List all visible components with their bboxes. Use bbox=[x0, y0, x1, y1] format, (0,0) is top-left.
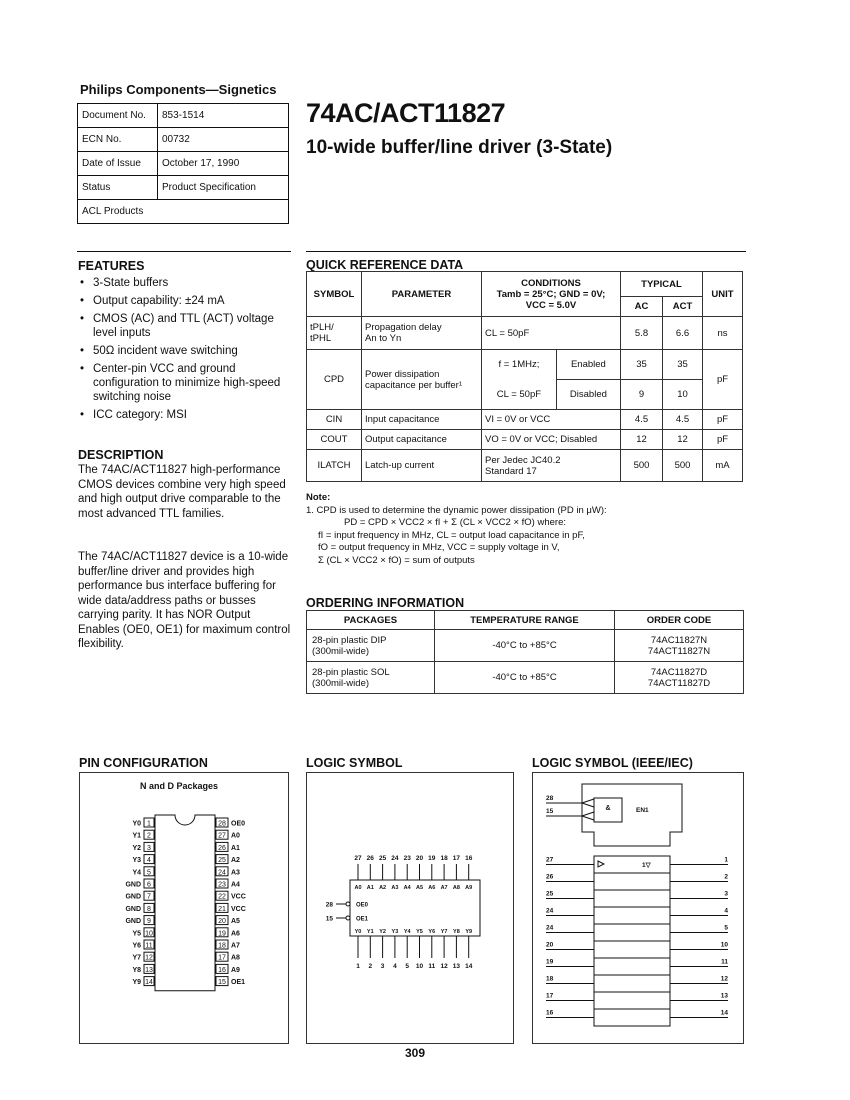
pin-name: GND bbox=[125, 905, 141, 913]
buffer-indicator bbox=[598, 861, 604, 867]
value-cell: 12 bbox=[663, 430, 703, 450]
state-cell: Disabled bbox=[556, 380, 620, 410]
param-line: Propagation delay bbox=[365, 322, 442, 333]
unit-cell: mA bbox=[703, 450, 743, 482]
pin-number: 10 bbox=[145, 930, 153, 938]
pin-number: 4 bbox=[147, 857, 151, 865]
param-cell: Input capacitance bbox=[362, 410, 482, 430]
output-pin-label: 11 bbox=[721, 958, 728, 966]
pin-name: A1 bbox=[231, 844, 240, 852]
output-pin-label: 4 bbox=[724, 907, 728, 915]
bottom-pin-label: 1 bbox=[356, 963, 360, 970]
pin-number: 8 bbox=[147, 905, 151, 913]
enable-label: OE1 bbox=[356, 916, 369, 923]
doc-row bbox=[78, 104, 289, 128]
input-pin-label: 27 bbox=[546, 856, 554, 864]
cond-cell: VI = 0V or VCC bbox=[482, 410, 621, 430]
pin-number: 6 bbox=[147, 881, 151, 889]
doc-label: ECN No. bbox=[78, 128, 158, 152]
output-label: Y1 bbox=[366, 929, 374, 935]
temp-cell: -40°C to +85°C bbox=[435, 662, 615, 694]
top-pin-label: 23 bbox=[403, 855, 411, 862]
value-cell: 4.5 bbox=[663, 410, 703, 430]
inversion-bubble bbox=[346, 902, 350, 906]
bottom-pin-label: 3 bbox=[380, 963, 385, 970]
doc-label: Document No. bbox=[78, 104, 158, 128]
code-cell bbox=[615, 662, 744, 694]
pin-name: Y2 bbox=[132, 844, 141, 852]
pin-number: 20 bbox=[218, 918, 226, 926]
input-pin-label: 19 bbox=[546, 958, 554, 966]
input-label: A6 bbox=[428, 885, 436, 891]
unit-cell: pF bbox=[703, 410, 743, 430]
col-header: PACKAGES bbox=[307, 611, 435, 630]
output-label: Y5 bbox=[416, 929, 423, 935]
pin-name: A8 bbox=[231, 954, 240, 962]
cond-line: Standard 17 bbox=[485, 465, 537, 477]
pin-name: Y4 bbox=[132, 869, 141, 877]
right-rule bbox=[306, 251, 746, 252]
pin-name: A0 bbox=[231, 832, 240, 840]
input-label: A9 bbox=[465, 885, 473, 891]
pin-number: 1 bbox=[147, 820, 151, 828]
symbol-cell: CIN bbox=[307, 410, 362, 430]
quick-reference-table bbox=[306, 271, 743, 482]
note-line: 1. CPD is used to determine the dynamic power dissipation (PD in μW): bbox=[306, 504, 607, 516]
company-name: Philips Components—Signetics bbox=[80, 82, 277, 97]
note-line: fO = output frequency in MHz, VCC = supply voltage in V, bbox=[318, 542, 560, 553]
symbol-cell: ILATCH bbox=[307, 450, 362, 482]
left-rule bbox=[77, 251, 291, 252]
bottom-pin-label: 14 bbox=[465, 963, 473, 970]
bottom-pin-label: 10 bbox=[415, 963, 424, 970]
notes-title: Note: bbox=[306, 492, 331, 503]
doc-value: October 17, 1990 bbox=[158, 152, 289, 176]
enable-pin-label: 28 bbox=[325, 901, 333, 909]
bottom-pin-label: 5 bbox=[405, 963, 410, 970]
pin-number: 25 bbox=[218, 857, 226, 865]
note-line: Σ (CL × VCC2 × fO) = sum of outputs bbox=[318, 554, 475, 566]
table-row bbox=[307, 630, 744, 662]
pin-number: 5 bbox=[147, 869, 151, 877]
output-label: Y9 bbox=[465, 929, 473, 935]
and-label: & bbox=[605, 805, 611, 812]
pin-number: 22 bbox=[218, 893, 226, 901]
pin-name: A3 bbox=[231, 869, 240, 877]
unit-cell: pF bbox=[703, 350, 743, 410]
description-paragraph: The 74AC/ACT11827 high-performance CMOS devices combine very high speed and high output drive comparable to the most advanced TTL families. bbox=[78, 464, 286, 520]
value-cell: 5.8 bbox=[621, 317, 663, 350]
doc-value: Product Specification bbox=[158, 176, 289, 200]
input-pin-label: 17 bbox=[546, 992, 554, 1000]
pin-number: 7 bbox=[147, 893, 151, 901]
symbol-cell bbox=[307, 317, 362, 350]
unit-cell: pF bbox=[703, 430, 743, 450]
note-line: fI = input frequency in MHz, CL = output load capacitance in pF, bbox=[318, 529, 585, 541]
symbol-cell: CPD bbox=[307, 350, 362, 410]
pin-number: 24 bbox=[218, 869, 226, 877]
package-line: (300mil-wide) bbox=[312, 645, 370, 657]
state-cell: Enabled bbox=[556, 350, 620, 380]
pin-number: 14 bbox=[145, 979, 153, 987]
enable-label: OE0 bbox=[356, 902, 369, 909]
output-pin-label: 2 bbox=[724, 873, 728, 881]
temp-cell: -40°C to +85°C bbox=[435, 630, 615, 662]
param-cell bbox=[362, 317, 482, 350]
control-pin-label: 15 bbox=[546, 808, 554, 815]
code-cell bbox=[615, 630, 744, 662]
pin-number: 21 bbox=[218, 905, 226, 913]
package-line: 28-pin plastic DIP bbox=[312, 634, 387, 646]
pin-config-title: PIN CONFIGURATION bbox=[79, 756, 208, 770]
package-line: 28-pin plastic SOL bbox=[312, 666, 390, 678]
input-pin-label: 20 bbox=[546, 941, 554, 949]
pin-name: Y1 bbox=[132, 832, 141, 840]
col-header: SYMBOL bbox=[307, 272, 362, 317]
pin-name: Y5 bbox=[132, 930, 141, 938]
pin-name: Y0 bbox=[132, 820, 141, 828]
output-pin-label: 14 bbox=[720, 1009, 728, 1017]
output-pin-label: 10 bbox=[720, 941, 728, 949]
notes-block bbox=[306, 492, 746, 567]
cond-cell: CL = 50pF bbox=[482, 317, 621, 350]
top-pin-label: 25 bbox=[378, 855, 387, 862]
doc-value: 00732 bbox=[158, 128, 289, 152]
col-header: ORDER CODE bbox=[615, 611, 744, 630]
pin-number: 18 bbox=[218, 942, 226, 950]
code-line: 74ACT11827D bbox=[647, 677, 711, 689]
output-label: Y2 bbox=[379, 929, 386, 935]
description-title: DESCRIPTION bbox=[78, 448, 164, 462]
ieee-symbol-diagram bbox=[532, 772, 744, 1044]
pin-name: OE0 bbox=[231, 820, 246, 828]
pin-diagram bbox=[79, 772, 289, 1044]
value-cell: 10 bbox=[663, 380, 703, 410]
pin-name: GND bbox=[125, 893, 141, 901]
pin-number: 27 bbox=[218, 832, 226, 840]
input-label: A4 bbox=[403, 885, 411, 891]
input-label: A7 bbox=[440, 885, 448, 891]
package-cell bbox=[307, 662, 435, 694]
features-list bbox=[78, 276, 293, 426]
symbol-line: tPLH/ bbox=[310, 322, 334, 333]
quick-ref-title: QUICK REFERENCE DATA bbox=[306, 258, 464, 272]
top-pin-label: 16 bbox=[465, 855, 473, 862]
param-line: An to Yn bbox=[365, 333, 402, 344]
list-item: • ICC category: MSI bbox=[78, 408, 293, 422]
param-cell: Latch-up current bbox=[362, 450, 482, 482]
list-item: • Output capability: ±24 mA bbox=[78, 294, 293, 308]
logic-symbol-title: LOGIC SYMBOL bbox=[306, 756, 403, 770]
code-line: 74AC11827D bbox=[650, 666, 708, 678]
pin-name: OE1 bbox=[231, 979, 246, 987]
pin-number: 28 bbox=[218, 820, 226, 828]
output-label: Y8 bbox=[453, 929, 460, 935]
note-formula: PD = CPD × VCC2 × fI + Σ (CL × VCC2 × fO) where: bbox=[344, 517, 566, 528]
doc-row bbox=[78, 128, 289, 152]
description-paragraph: The 74AC/ACT11827 device is a 10-wide buffer/line driver and provides high performance bus interface buffering for wide data/address paths or busses carrying parity. It has NOR Output Enables (OE0, OE1) for maximum control flexibility. bbox=[78, 551, 291, 650]
pin-name: A9 bbox=[231, 966, 240, 974]
doc-label: Status bbox=[78, 176, 158, 200]
pin-number: 19 bbox=[218, 930, 226, 938]
output-label: Y0 bbox=[354, 929, 362, 935]
top-pin-label: 17 bbox=[452, 855, 461, 862]
document-info-table bbox=[77, 103, 289, 224]
product-line: ACL Products bbox=[78, 200, 289, 224]
value-cell: 9 bbox=[621, 380, 663, 410]
features-title: FEATURES bbox=[78, 259, 145, 273]
input-pin-label: 26 bbox=[546, 873, 554, 881]
symbol-cell: COUT bbox=[307, 430, 362, 450]
value-cell: 12 bbox=[621, 430, 663, 450]
cond-cell bbox=[482, 450, 621, 482]
output-pin-label: 3 bbox=[724, 890, 728, 898]
code-line: 74ACT11827N bbox=[647, 645, 711, 657]
input-pin-label: 25 bbox=[546, 890, 554, 898]
pin-number: 13 bbox=[145, 966, 153, 974]
value-cell: 500 bbox=[621, 450, 663, 482]
pin-number: 2 bbox=[147, 832, 151, 840]
value-cell: 4.5 bbox=[621, 410, 663, 430]
symbol-line: tPHL bbox=[310, 333, 332, 344]
col-header: TYPICAL bbox=[621, 272, 703, 297]
code-line: 74AC11827N bbox=[650, 634, 708, 646]
top-pin-label: 19 bbox=[428, 855, 436, 862]
cond-line: Tamb = 25°C; GND = 0V; bbox=[496, 288, 606, 300]
top-pin-label: 27 bbox=[354, 855, 362, 862]
pin-number: 17 bbox=[218, 954, 226, 962]
top-pin-label: 24 bbox=[391, 855, 399, 862]
pin-name: A7 bbox=[231, 942, 240, 950]
input-label: A1 bbox=[366, 885, 374, 891]
bottom-pin-label: 12 bbox=[440, 963, 448, 970]
pin-number: 11 bbox=[145, 942, 153, 950]
pin-name: GND bbox=[125, 881, 141, 889]
output-label: Y3 bbox=[391, 929, 399, 935]
package-outline bbox=[155, 815, 215, 991]
pin-name: VCC bbox=[231, 905, 246, 913]
value-cell: 35 bbox=[621, 350, 663, 380]
param-cell: Output capacitance bbox=[362, 430, 482, 450]
doc-label: Date of Issue bbox=[78, 152, 158, 176]
pin-number: 12 bbox=[145, 954, 153, 962]
list-item: • 50Ω incident wave switching bbox=[78, 344, 293, 358]
output-pin-label: 12 bbox=[720, 975, 728, 983]
col-header: CONDITIONS bbox=[521, 277, 581, 289]
pin-name: Y6 bbox=[132, 942, 141, 950]
output-qualifier: 1▽ bbox=[642, 862, 651, 869]
input-pin-label: 24 bbox=[546, 907, 554, 915]
top-pin-label: 26 bbox=[366, 855, 374, 862]
col-header: AC bbox=[621, 297, 663, 317]
input-label: A2 bbox=[379, 885, 387, 891]
package-line: (300mil-wide) bbox=[312, 677, 370, 689]
pin-number: 15 bbox=[218, 979, 226, 987]
pin-number: 26 bbox=[218, 844, 226, 852]
cond-line: Per Jedec JC40.2 bbox=[485, 454, 561, 466]
pin-name: Y3 bbox=[132, 857, 141, 865]
list-item: • CMOS (AC) and TTL (ACT) voltage level inputs bbox=[78, 312, 293, 340]
col-header: UNIT bbox=[703, 272, 743, 317]
part-subtitle: 10-wide buffer/line driver (3-State) bbox=[306, 137, 613, 158]
col-header: PARAMETER bbox=[362, 272, 482, 317]
doc-row bbox=[78, 152, 289, 176]
ordering-table bbox=[306, 610, 744, 694]
col-header: TEMPERATURE RANGE bbox=[435, 611, 615, 630]
value-cell: 6.6 bbox=[663, 317, 703, 350]
input-pin-label: 24 bbox=[546, 924, 554, 932]
value-cell: 500 bbox=[663, 450, 703, 482]
output-pin-label: 13 bbox=[720, 992, 728, 1000]
part-number: 74AC/ACT11827 bbox=[306, 98, 506, 128]
pin-name: Y9 bbox=[132, 979, 141, 987]
control-block bbox=[582, 784, 682, 846]
inversion-bubble bbox=[346, 916, 350, 920]
bottom-pin-label: 11 bbox=[428, 963, 436, 970]
conditions-header bbox=[482, 272, 621, 317]
table-row bbox=[307, 317, 743, 350]
table-row bbox=[307, 430, 743, 450]
output-pin-label: 1 bbox=[724, 856, 728, 864]
doc-row bbox=[78, 200, 289, 224]
cond-cell: VO = 0V or VCC; Disabled bbox=[482, 430, 621, 450]
pin-number: 16 bbox=[218, 966, 226, 974]
ordering-title: ORDERING INFORMATION bbox=[306, 596, 465, 610]
pin-name: GND bbox=[125, 918, 141, 926]
table-row bbox=[307, 450, 743, 482]
pin-number: 3 bbox=[147, 844, 151, 852]
enable-pin-label: 15 bbox=[325, 915, 333, 923]
value-cell: 35 bbox=[663, 350, 703, 380]
pin-name: A5 bbox=[231, 918, 240, 926]
table-row bbox=[307, 662, 744, 694]
cond-line: VCC = 5.0V bbox=[525, 299, 577, 311]
output-label: Y6 bbox=[428, 929, 436, 935]
top-pin-label: 18 bbox=[440, 855, 448, 862]
pin-name: Y7 bbox=[132, 954, 141, 962]
pin-number: 9 bbox=[147, 918, 151, 926]
pin-name: VCC bbox=[231, 893, 246, 901]
list-item: • 3-State buffers bbox=[78, 276, 293, 290]
cond-cell: f = 1MHz; bbox=[482, 350, 557, 380]
bottom-pin-label: 4 bbox=[393, 963, 397, 970]
input-label: A8 bbox=[452, 885, 460, 891]
table-row bbox=[307, 350, 743, 380]
param-cell: Power dissipation capacitance per buffer¹ bbox=[362, 350, 482, 410]
package-cell bbox=[307, 630, 435, 662]
negation-indicator bbox=[582, 799, 594, 807]
output-label: Y4 bbox=[403, 929, 411, 935]
output-label: Y7 bbox=[440, 929, 448, 935]
pin-number: 23 bbox=[218, 881, 226, 889]
control-pin-label: 28 bbox=[546, 795, 554, 802]
output-pin-label: 5 bbox=[724, 924, 728, 932]
logic-symbol-diagram bbox=[306, 772, 514, 1044]
table-row bbox=[307, 410, 743, 430]
input-label: A3 bbox=[391, 885, 399, 891]
pin-name: A4 bbox=[231, 881, 240, 889]
negation-indicator bbox=[582, 812, 594, 820]
pin-name: Y8 bbox=[132, 966, 141, 974]
list-item: • Center-pin VCC and ground configuration to minimize high-speed switching noise bbox=[78, 362, 293, 404]
input-label: A5 bbox=[415, 885, 424, 891]
pin-config-subtitle: N and D Packages bbox=[140, 781, 219, 791]
ieee-symbol-title: LOGIC SYMBOL (IEEE/IEC) bbox=[532, 756, 693, 770]
bottom-pin-label: 2 bbox=[368, 963, 373, 970]
pin-name: A2 bbox=[231, 857, 240, 865]
input-label: A0 bbox=[354, 885, 362, 891]
input-pin-label: 18 bbox=[546, 975, 554, 983]
input-pin-label: 16 bbox=[546, 1009, 554, 1017]
page-number: 309 bbox=[405, 1046, 426, 1060]
enable-label: EN1 bbox=[636, 807, 649, 814]
top-pin-label: 20 bbox=[415, 855, 424, 862]
bottom-pin-label: 13 bbox=[452, 963, 461, 970]
col-header: ACT bbox=[663, 297, 703, 317]
doc-value: 853-1514 bbox=[158, 104, 289, 128]
unit-cell: ns bbox=[703, 317, 743, 350]
cond-cell: CL = 50pF bbox=[482, 380, 557, 410]
doc-row bbox=[78, 176, 289, 200]
pin-name: A6 bbox=[231, 930, 240, 938]
